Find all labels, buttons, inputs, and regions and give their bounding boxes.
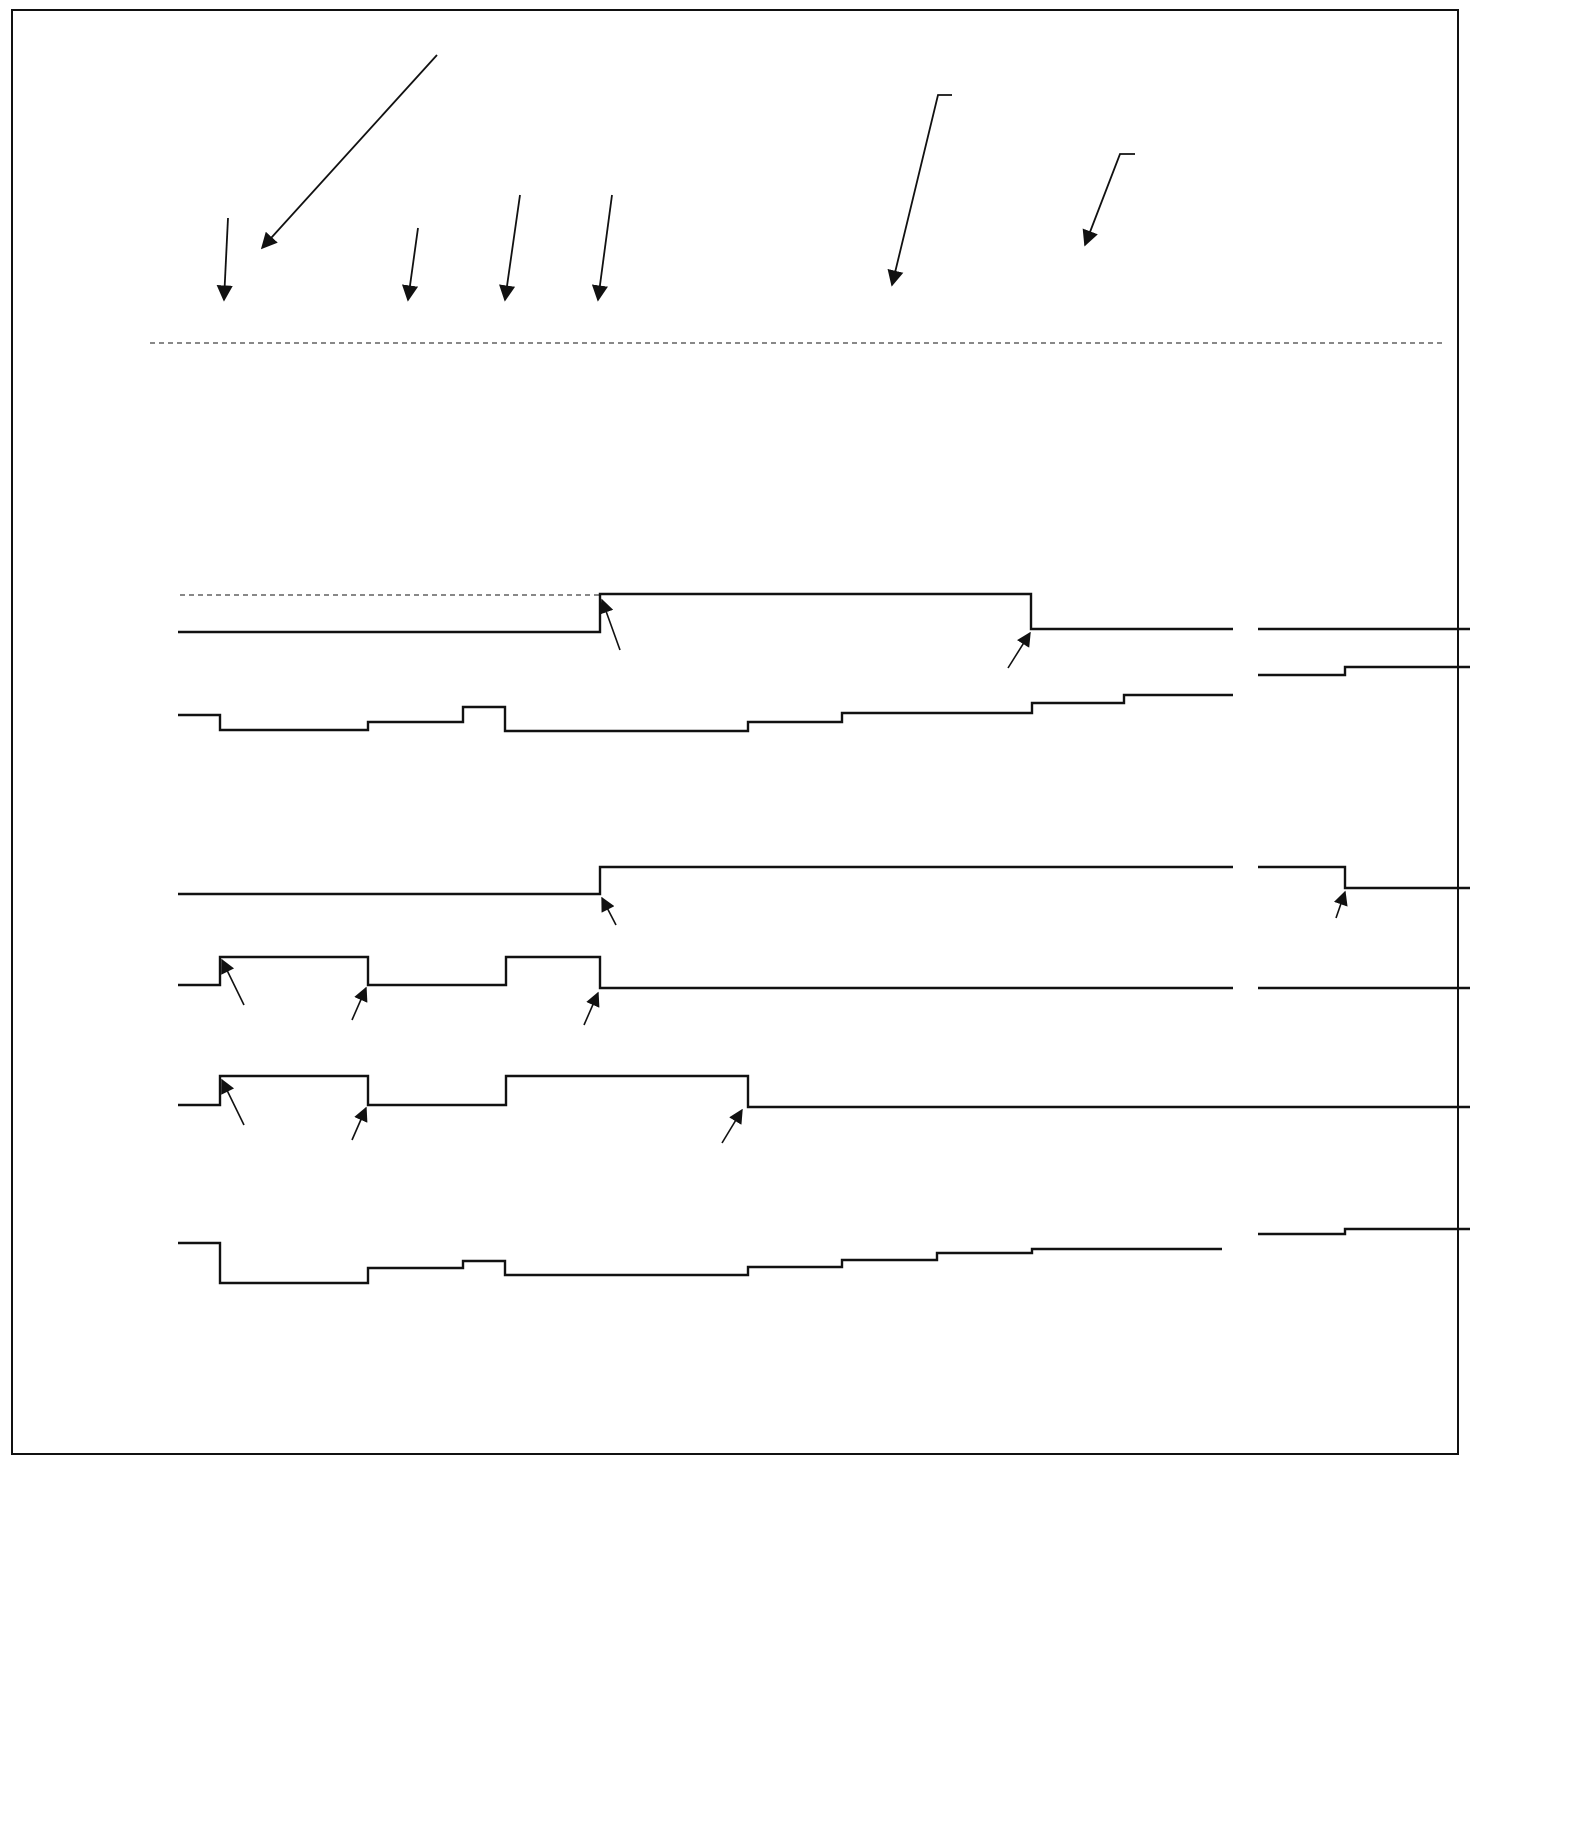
callout-arrows: [224, 55, 1135, 300]
m6a-arrow: [352, 988, 366, 1020]
m2-arrow: [1008, 633, 1030, 668]
m1-arrow: [602, 600, 620, 650]
first-trip-freeze-frame-waveform: [178, 957, 1470, 988]
footnote-arrows: [222, 600, 1345, 1143]
ng2-arrow: [505, 195, 520, 300]
b-not-a-arrow: [1085, 154, 1135, 245]
m4-arrow: [1336, 892, 1345, 918]
m5b-arrow: [222, 1080, 244, 1125]
m3-arrow: [602, 898, 616, 925]
m5a-arrow: [222, 960, 244, 1005]
m7-arrow: [584, 993, 598, 1025]
b-counter-waveform: [178, 667, 1470, 731]
m6b-arrow: [352, 1108, 366, 1140]
a-not-b-arrow: [892, 95, 952, 285]
ab-arrow: [262, 55, 437, 248]
ok-arrow: [408, 228, 418, 300]
first-trip-dtc-waveform: [178, 1076, 1470, 1107]
dtc-freeze-frame-waveform: [178, 867, 1470, 894]
ng3-arrow: [598, 195, 612, 300]
ng1-arrow: [224, 218, 228, 300]
mil-waveform: [178, 594, 1470, 632]
footnotes-right: [790, 1468, 1460, 1489]
m6c-arrow: [722, 1110, 742, 1143]
a-counter-waveform: [178, 1229, 1470, 1283]
footnotes-left: [30, 1468, 720, 1496]
